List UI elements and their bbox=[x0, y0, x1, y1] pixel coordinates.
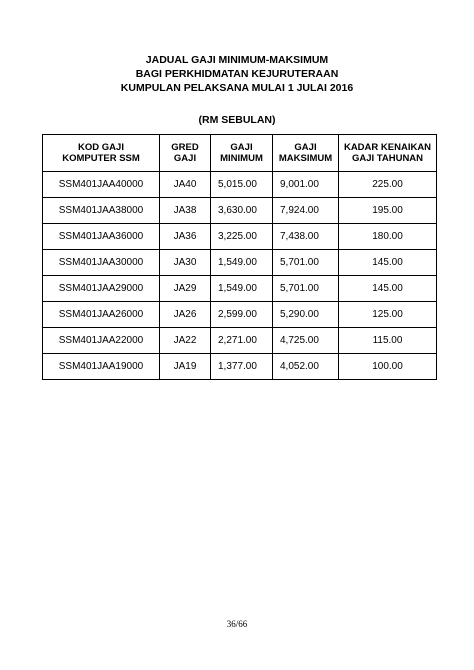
gred-cell: JA40 bbox=[160, 172, 211, 198]
table-row bbox=[43, 198, 437, 224]
kadar-kenaikan-cell: 180.00 bbox=[339, 224, 437, 250]
kod-gaji-cell: SSM401JAA26000 bbox=[43, 302, 160, 328]
kod-gaji-cell: SSM401JAA22000 bbox=[43, 328, 160, 354]
header-text: GAJI TAHUNAN bbox=[351, 153, 424, 164]
header-kadar-kenaikan bbox=[339, 135, 437, 172]
header-gred-gaji bbox=[160, 135, 211, 172]
gaji-maksimum-cell: 5,701.00 bbox=[273, 250, 339, 276]
gaji-minimum-cell: 1,377.00 bbox=[211, 354, 273, 380]
document-title-line-1: JADUAL GAJI MINIMUM-MAKSIMUM bbox=[145, 54, 329, 66]
header-gaji-maksimum bbox=[273, 135, 339, 172]
gaji-minimum-cell: 3,225.00 bbox=[211, 224, 273, 250]
gred-cell: JA30 bbox=[160, 250, 211, 276]
header-text: GAJI bbox=[294, 142, 317, 153]
gaji-maksimum-cell: 4,052.00 bbox=[273, 354, 339, 380]
kod-gaji-cell: SSM401JAA36000 bbox=[43, 224, 160, 250]
gaji-minimum-cell: 1,549.00 bbox=[211, 276, 273, 302]
table-row bbox=[43, 328, 437, 354]
kadar-kenaikan-cell: 145.00 bbox=[339, 250, 437, 276]
table-header-row bbox=[43, 135, 437, 172]
kadar-kenaikan-cell: 125.00 bbox=[339, 302, 437, 328]
kadar-kenaikan-cell: 195.00 bbox=[339, 198, 437, 224]
gaji-maksimum-cell: 5,701.00 bbox=[273, 276, 339, 302]
header-text: KOD GAJI bbox=[78, 142, 124, 153]
gaji-maksimum-cell: 7,438.00 bbox=[273, 224, 339, 250]
kod-gaji-cell: SSM401JAA30000 bbox=[43, 250, 160, 276]
gaji-minimum-cell: 2,599.00 bbox=[211, 302, 273, 328]
gred-cell: JA38 bbox=[160, 198, 211, 224]
gred-cell: JA36 bbox=[160, 224, 211, 250]
gred-cell: JA26 bbox=[160, 302, 211, 328]
document-title-line-2: BAGI PERKHIDMATAN KEJURUTERAAN bbox=[135, 68, 339, 80]
kadar-kenaikan-cell: 225.00 bbox=[339, 172, 437, 198]
gaji-maksimum-cell: 9,001.00 bbox=[273, 172, 339, 198]
header-text: KADAR KENAIKAN bbox=[343, 142, 432, 153]
header-text: GRED bbox=[171, 142, 199, 153]
kod-gaji-cell: SSM401JAA29000 bbox=[43, 276, 160, 302]
gred-cell: JA29 bbox=[160, 276, 211, 302]
page-number: 36/66 bbox=[226, 619, 248, 629]
kod-gaji-cell: SSM401JAA40000 bbox=[43, 172, 160, 198]
header-kod-gaji bbox=[43, 135, 160, 172]
table-row bbox=[43, 250, 437, 276]
table-row bbox=[43, 354, 437, 380]
kadar-kenaikan-cell: 100.00 bbox=[339, 354, 437, 380]
table-row bbox=[43, 302, 437, 328]
header-text: MAKSIMUM bbox=[278, 153, 333, 164]
gaji-minimum-cell: 3,630.00 bbox=[211, 198, 273, 224]
header-text: GAJI bbox=[173, 153, 197, 164]
gred-cell: JA19 bbox=[160, 354, 211, 380]
header-text: KOMPUTER SSM bbox=[62, 153, 140, 164]
unit-label: (RM SEBULAN) bbox=[198, 114, 276, 126]
gaji-maksimum-cell: 5,290.00 bbox=[273, 302, 339, 328]
header-gaji-minimum bbox=[211, 135, 273, 172]
kod-gaji-cell: SSM401JAA19000 bbox=[43, 354, 160, 380]
table-row bbox=[43, 172, 437, 198]
table-row bbox=[43, 224, 437, 250]
gaji-maksimum-cell: 4,725.00 bbox=[273, 328, 339, 354]
gaji-minimum-cell: 2,271.00 bbox=[211, 328, 273, 354]
gaji-minimum-cell: 1,549.00 bbox=[211, 250, 273, 276]
document-title-line-3: KUMPULAN PELAKSANA MULAI 1 JULAI 2016 bbox=[120, 82, 354, 94]
header-text: MINIMUM bbox=[220, 153, 263, 164]
gred-cell: JA22 bbox=[160, 328, 211, 354]
salary-table bbox=[42, 134, 437, 380]
kadar-kenaikan-cell: 145.00 bbox=[339, 276, 437, 302]
gaji-maksimum-cell: 7,924.00 bbox=[273, 198, 339, 224]
table-row bbox=[43, 276, 437, 302]
kod-gaji-cell: SSM401JAA38000 bbox=[43, 198, 160, 224]
kadar-kenaikan-cell: 115.00 bbox=[339, 328, 437, 354]
header-text: GAJI bbox=[230, 142, 253, 153]
gaji-minimum-cell: 5,015.00 bbox=[211, 172, 273, 198]
